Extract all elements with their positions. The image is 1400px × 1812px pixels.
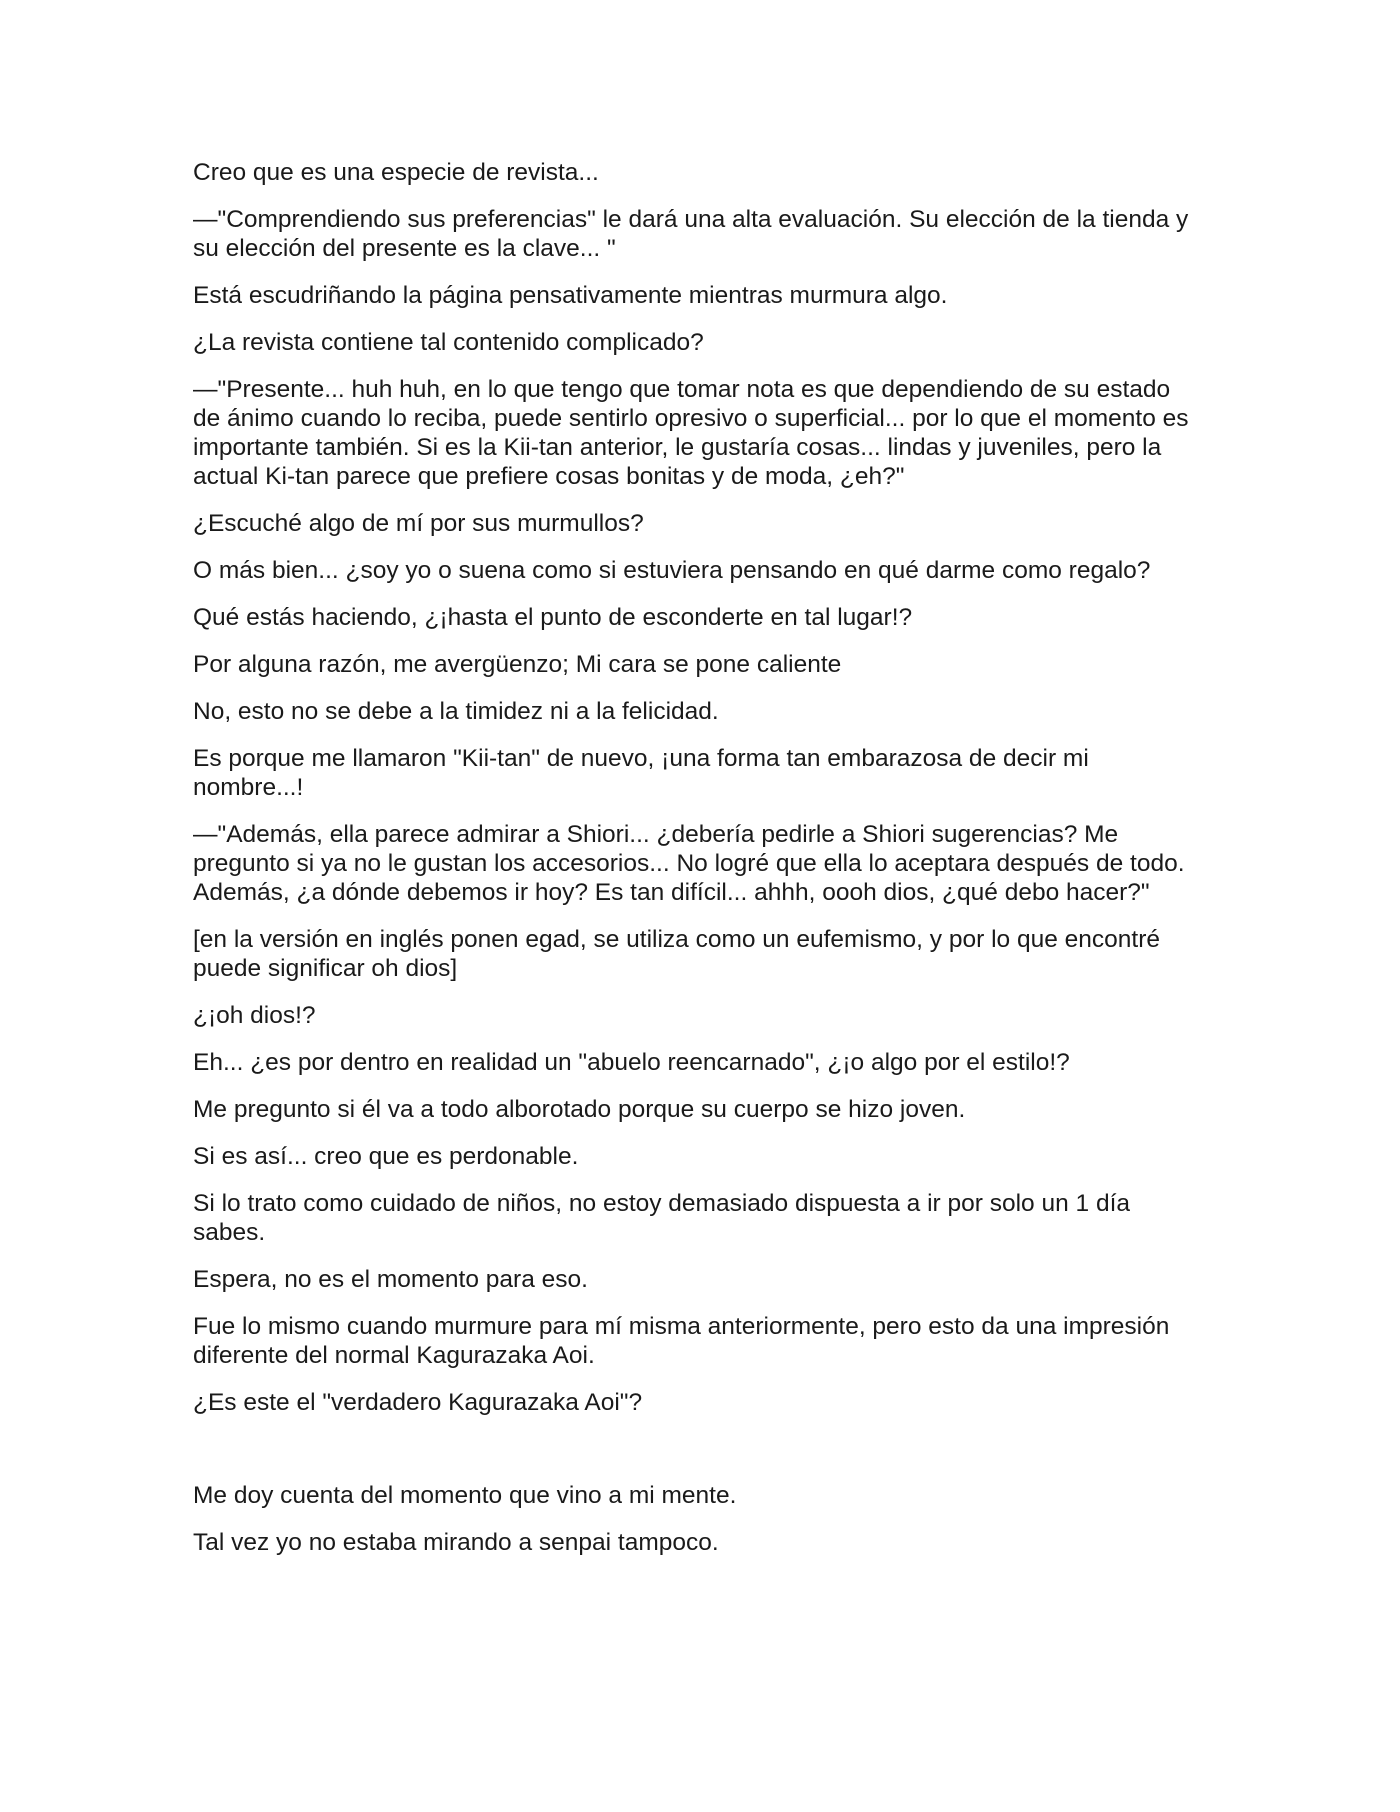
paragraph: Si lo trato como cuidado de niños, no estoy demasiado dispuesta a ir por solo un 1 día sabes. — [193, 1190, 1131, 1246]
paragraph: —"Presente... huh huh, en lo que tengo que tomar nota es que dependiendo de su estado de ánimo cuando lo reciba, puede sentirlo opresivo o superficial... por lo que el momento es importante también. Si es la Kii-tan anterior, le gustaría cosas... lindas y juveniles, pero la actual Ki-tan parece que prefiere cosas bonitas y de moda, ¿eh?" — [193, 376, 1189, 490]
paragraph: Fue lo mismo cuando murmure para mí misma anteriormente, pero esto da una impresión diferente del normal Kagurazaka Aoi. — [193, 1313, 1170, 1369]
paragraph: Creo que es una especie de revista... — [193, 159, 599, 186]
paragraph: Si es así... creo que es perdonable. — [193, 1143, 579, 1170]
paragraph: —"Además, ella parece admirar a Shiori... ¿debería pedirle a Shiori sugerencias? Me pregunto si ya no le gustan los accesorios... No logré que ella lo aceptara después de todo. Además, ¿a dónde debemos ir hoy? Es tan difícil... ahhh, oooh dios, ¿qué debo hacer?" — [193, 821, 1185, 906]
paragraph: ¿La revista contiene tal contenido complicado? — [193, 329, 704, 356]
paragraph: Por alguna razón, me avergüenzo; Mi cara se pone caliente — [193, 651, 842, 678]
paragraph: Tal vez yo no estaba mirando a senpai tampoco. — [193, 1529, 719, 1556]
translator-note: [en la versión en inglés ponen egad, se utiliza como un eufemismo, y por lo que encontré puede significar oh dios] — [193, 926, 1160, 982]
paragraph: Me doy cuenta del momento que vino a mi mente. — [193, 1482, 737, 1509]
paragraph: Eh... ¿es por dentro en realidad un "abuelo reencarnado", ¿¡o algo por el estilo!? — [193, 1049, 1070, 1076]
paragraph: ¿¡oh dios!? — [193, 1002, 316, 1029]
paragraph: Qué estás haciendo, ¿¡hasta el punto de esconderte en tal lugar!? — [193, 604, 913, 631]
document-page — [193, 158, 1203, 1575]
paragraph: ¿Escuché algo de mí por sus murmullos? — [193, 510, 644, 537]
paragraph: Me pregunto si él va a todo alborotado porque su cuerpo se hizo joven. — [193, 1096, 966, 1123]
paragraph: Espera, no es el momento para eso. — [193, 1266, 588, 1293]
paragraph: Es porque me llamaron "Kii-tan" de nuevo, ¡una forma tan embarazosa de decir mi nombre...! — [193, 745, 1089, 801]
paragraph: Está escudriñando la página pensativamente mientras murmura algo. — [193, 282, 948, 309]
paragraph: —"Comprendiendo sus preferencias" le dará una alta evaluación. Su elección de la tienda y su elección del presente es la clave... " — [193, 206, 1189, 262]
paragraph: ¿Es este el "verdadero Kagurazaka Aoi"? — [193, 1389, 643, 1416]
paragraph: O más bien... ¿soy yo o suena como si estuviera pensando en qué darme como regalo? — [193, 557, 1151, 584]
paragraph: No, esto no se debe a la timidez ni a la felicidad. — [193, 698, 719, 725]
